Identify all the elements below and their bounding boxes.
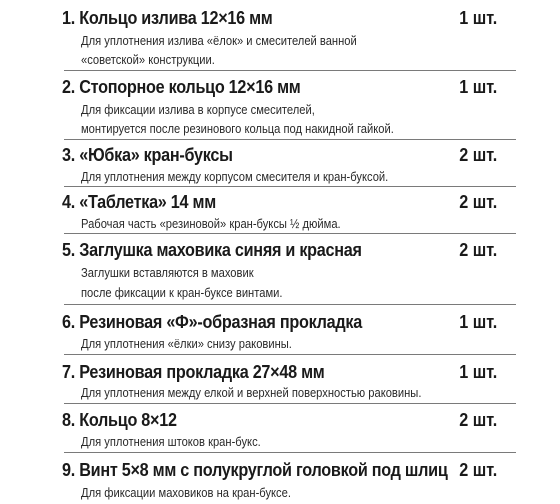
item-2-qty: 1 шт. — [458, 77, 497, 97]
divider — [64, 452, 516, 453]
divider — [64, 354, 516, 355]
item-7-desc-line-1: Для уплотнения между елкой и верхней поверхностью раковины. — [81, 385, 422, 400]
item-5-title: 5. Заглушка маховика синяя и красная — [62, 240, 362, 260]
item-6-title: 6. Резиновая «Ф»-образная прокладка — [62, 312, 363, 332]
item-8-qty: 2 шт. — [458, 410, 497, 430]
item-3-desc-line-1: Для уплотнения между корпусом смесителя и кран-буксой. — [81, 169, 389, 184]
item-1-qty: 1 шт. — [458, 8, 497, 28]
item-9-qty: 2 шт. — [458, 460, 497, 480]
item-8-desc-line-1: Для уплотнения штоков кран-букс. — [81, 434, 261, 449]
item-7-qty: 1 шт. — [458, 362, 497, 382]
divider — [64, 186, 516, 187]
item-1-desc-line-2: «советской» конструкции. — [81, 52, 215, 67]
item-2-desc-line-2: монтируется после резинового кольца под накидной гайкой. — [81, 121, 394, 136]
divider — [64, 70, 516, 71]
item-2-title: 2. Стопорное кольцо 12×16 мм — [62, 77, 301, 97]
item-4-qty: 2 шт. — [458, 192, 497, 212]
item-9-title: 9. Винт 5×8 мм с полукруглой головкой под шлиц — [62, 460, 448, 480]
item-4-desc-line-1: Рабочая часть «резиновой» кран-буксы ½ дюйма. — [81, 216, 341, 231]
item-1-desc-line-1: Для уплотнения излива «ёлок» и смесителей ванной — [81, 33, 357, 48]
item-5-qty: 2 шт. — [458, 240, 497, 260]
item-4-title: 4. «Таблетка» 14 мм — [62, 192, 216, 212]
item-6-desc-line-1: Для уплотнения «ёлки» снизу раковины. — [81, 336, 292, 351]
item-7-title: 7. Резиновая прокладка 27×48 мм — [62, 362, 325, 382]
item-9-desc-line-1: Для фиксации маховиков на кран-буксе. — [81, 485, 291, 500]
divider — [64, 139, 516, 140]
item-1-title: 1. Кольцо излива 12×16 мм — [62, 8, 273, 28]
item-3-title: 3. «Юбка» кран-буксы — [62, 145, 233, 165]
item-2-desc-line-1: Для фиксации излива в корпусе смесителей, — [81, 102, 315, 117]
item-5-desc-line-2: после фиксации к кран-буксе винтами. — [81, 285, 283, 300]
divider — [64, 233, 516, 234]
divider — [64, 304, 516, 305]
divider — [64, 403, 516, 404]
item-5-desc-line-1: Заглушки вставляются в маховик — [81, 265, 254, 280]
item-6-qty: 1 шт. — [458, 312, 497, 332]
item-3-qty: 2 шт. — [458, 145, 497, 165]
item-8-title: 8. Кольцо 8×12 — [62, 410, 177, 430]
